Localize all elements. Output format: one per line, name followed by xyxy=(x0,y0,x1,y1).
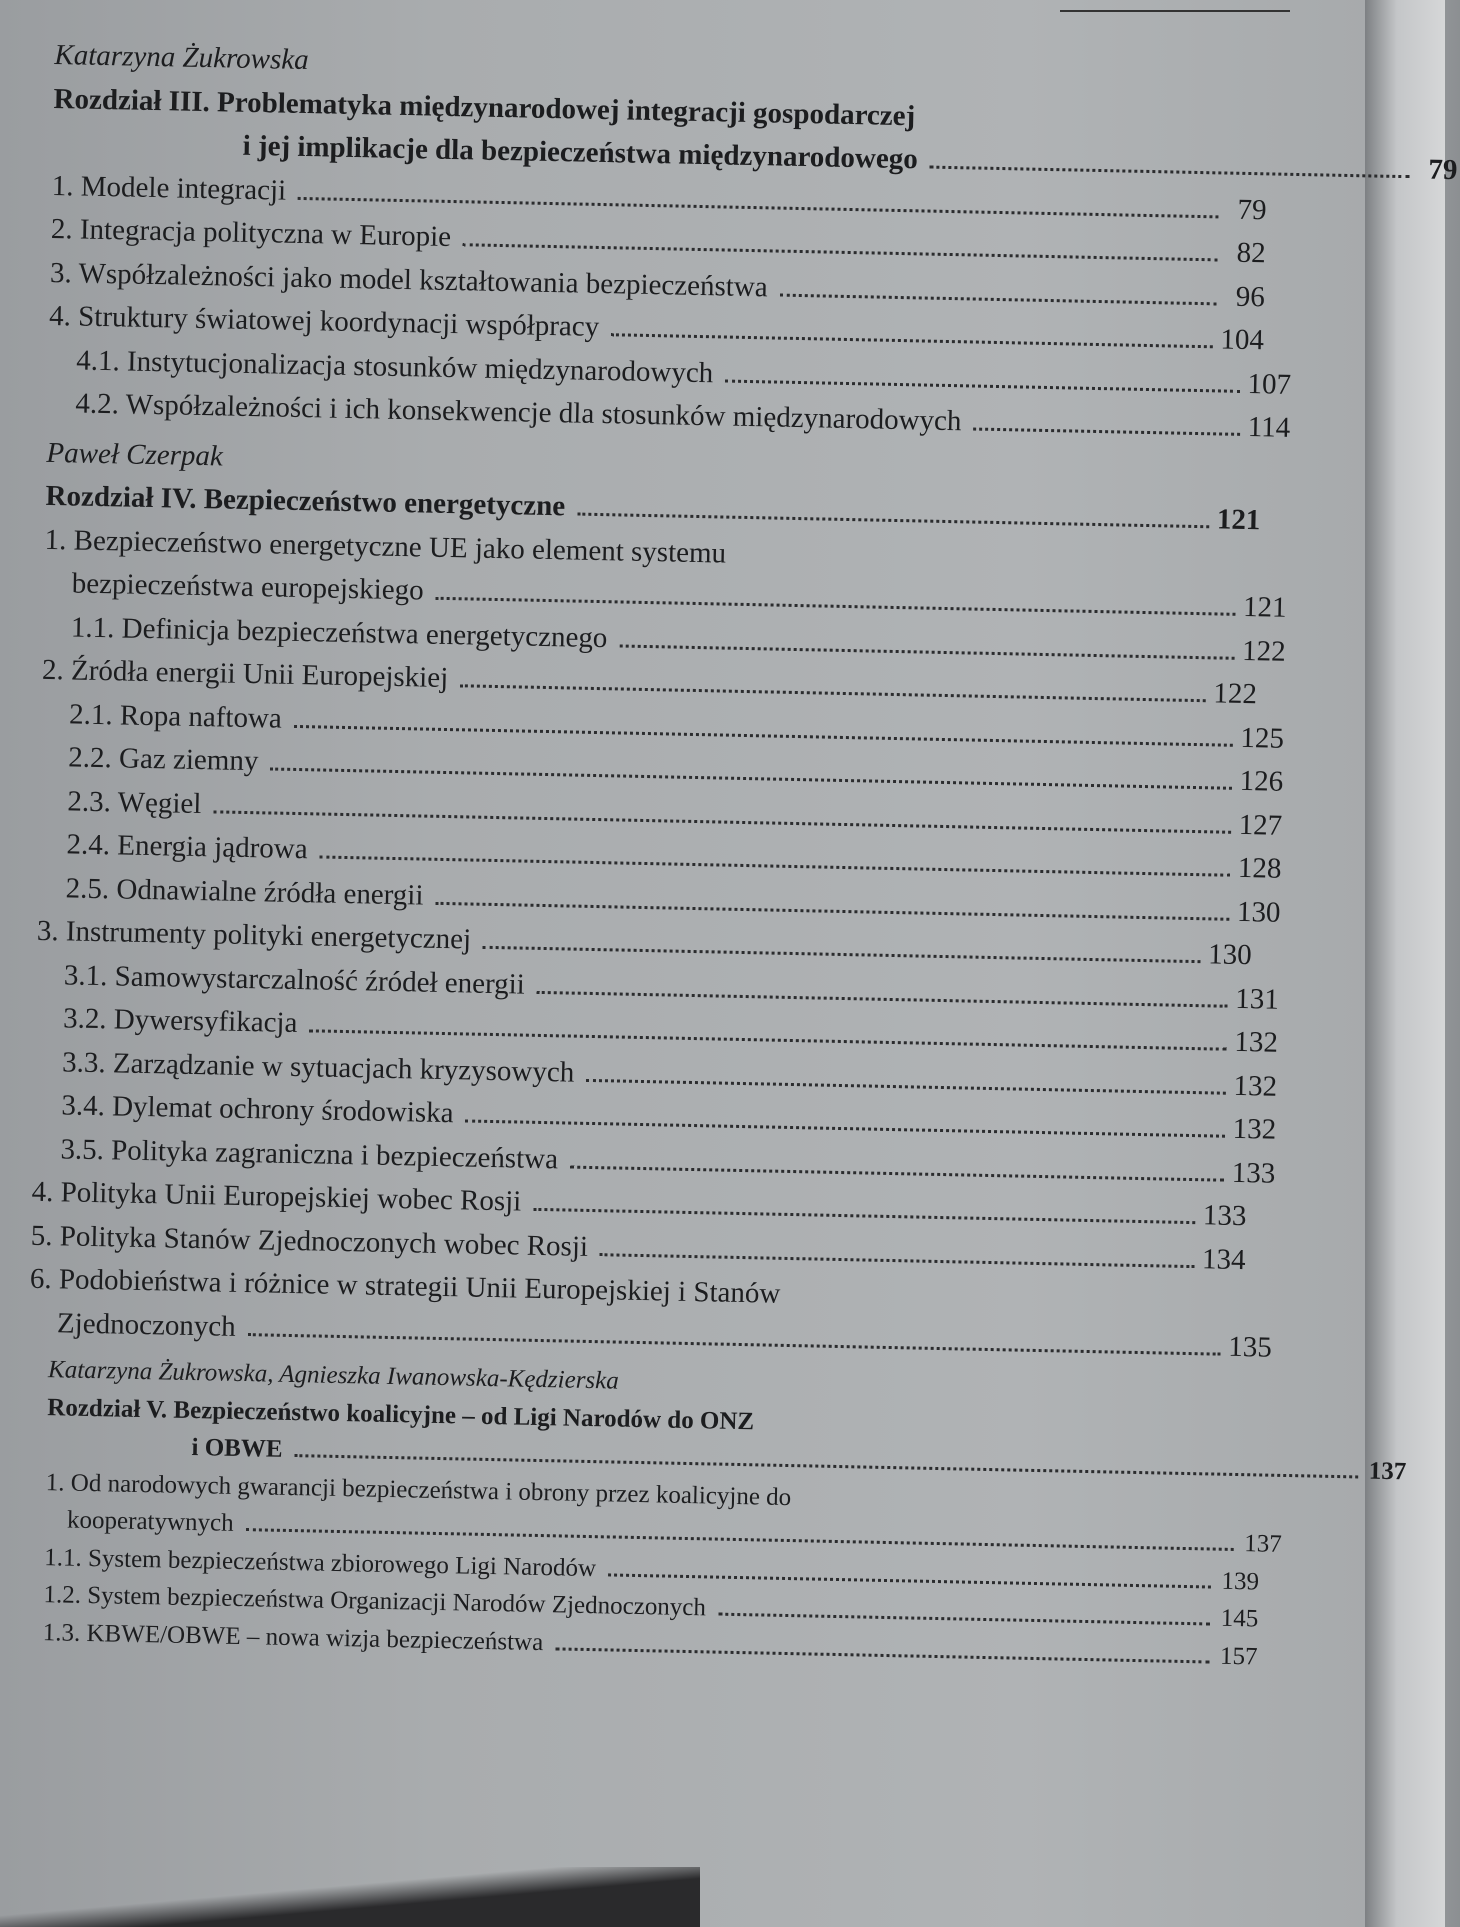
dot-leader xyxy=(465,1119,1224,1137)
entry-title: bezpieczeństwa europejskiego xyxy=(71,567,424,607)
page-number: 157 xyxy=(1219,1642,1258,1670)
entry-title: 1. Modele integracji xyxy=(51,169,287,207)
dot-leader xyxy=(725,379,1239,392)
dot-leader xyxy=(248,1333,1221,1356)
dot-leader xyxy=(463,243,1218,261)
dot-leader xyxy=(780,293,1217,305)
page-number: 133 xyxy=(1231,1156,1276,1190)
entry-title: kooperatywnych xyxy=(66,1506,234,1537)
entry-title: Rozdział III. Problematyka międzynarodowej integracji gospodarczej xyxy=(53,82,916,132)
entry-title: 2.5. Odnawialne źródła energii xyxy=(65,871,424,912)
page-number: 96 xyxy=(1235,280,1266,313)
dot-leader xyxy=(930,166,1410,179)
page-number: 114 xyxy=(1247,411,1291,444)
dot-leader xyxy=(533,1208,1195,1224)
entry-title: 3.3. Zarządzanie w sytuacjach kryzysowych xyxy=(61,1045,575,1089)
entry-title: 1.1. Definicja bezpieczeństwa energetycznego xyxy=(70,610,608,654)
entry-title: 4.2. Współzależności i ich konsekwencje dla stosunków międzynarodowych xyxy=(75,387,962,438)
dot-leader xyxy=(555,1647,1209,1663)
dot-leader xyxy=(600,1253,1194,1268)
dot-leader xyxy=(460,684,1205,702)
page-number: 131 xyxy=(1234,982,1280,1016)
dot-leader xyxy=(718,1613,1210,1626)
page-number: 130 xyxy=(1207,938,1252,972)
page-number: 132 xyxy=(1234,1025,1279,1059)
page-number: 82 xyxy=(1236,236,1267,270)
dot-leader xyxy=(611,333,1212,348)
dot-leader xyxy=(586,1078,1225,1094)
page-edge xyxy=(1365,0,1445,1927)
dot-leader xyxy=(319,855,1229,876)
dot-leader xyxy=(298,196,1219,217)
dot-leader xyxy=(435,597,1235,616)
page-number: 145 xyxy=(1220,1604,1259,1633)
dot-leader xyxy=(309,1029,1226,1050)
entry-title: 1. Od narodowych gwarancji bezpieczeństwa i obrony przez koalicyjne do xyxy=(45,1468,792,1511)
entry-title: 2.3. Węgiel xyxy=(67,784,202,820)
entry-title: Zjednoczonych xyxy=(56,1306,237,1343)
dot-leader xyxy=(483,946,1200,963)
dot-leader xyxy=(570,1165,1224,1181)
page-number: 107 xyxy=(1247,367,1292,401)
entry-title: 4. Struktury światowej koordynacji współpracy xyxy=(48,299,600,343)
entry-title: 3.4. Dylemat ochrony środowiska xyxy=(61,1089,454,1130)
dot-leader xyxy=(537,990,1228,1007)
page-number: 79 xyxy=(1237,193,1267,226)
entry-title: 4.1. Instytucjonalizacja stosunków międzynarodowych xyxy=(76,343,714,389)
page-number: 137 xyxy=(1244,1530,1283,1558)
entry-title: 3. Współzależności jako model kształtowania bezpieczeństwa xyxy=(49,256,769,303)
page-number: 122 xyxy=(1213,677,1258,711)
dot-leader xyxy=(435,901,1229,920)
shadow xyxy=(0,1867,700,1927)
entry-title: i jej implikacje dla bezpieczeństwa międzynarodowego xyxy=(242,129,919,176)
entry-title: Paweł Czerpak xyxy=(46,436,224,472)
entry-title: 5. Polityka Stanów Zjednoczonych wobec Rosji xyxy=(30,1219,589,1263)
entry-title: Rozdział IV. Bezpieczeństwo energetyczne xyxy=(45,479,566,523)
entry-title: Katarzyna Żukrowska, Agnieszka Iwanowska-Kędzierska xyxy=(47,1356,620,1395)
entry-title: 1.1. System bezpieczeństwa zbiorowego Ligi Narodów xyxy=(44,1543,597,1582)
dot-leader xyxy=(619,644,1234,659)
dot-leader xyxy=(973,428,1239,436)
toc-section xyxy=(29,431,1287,1368)
entry-title: Katarzyna Żukrowska xyxy=(54,38,310,77)
entry-title: 3.1. Samowystarczalność źródeł energii xyxy=(63,958,526,1001)
entry-title: 6. Podobieństwa i różnice w strategii Unii Europejskiej i Stanów xyxy=(29,1262,781,1310)
entry-title: 2. Integracja polityczna w Europie xyxy=(50,212,452,253)
entry-title: 2.4. Energia jądrowa xyxy=(66,828,308,866)
page-number: 104 xyxy=(1220,323,1265,357)
page-number: 127 xyxy=(1238,808,1283,842)
entry-title: 3. Instrumenty polityki energetycznej xyxy=(36,914,472,956)
entry-title: 1.2. System bezpieczeństwa Organizacji Narodów Zjednoczonych xyxy=(43,1581,707,1622)
page-number: 134 xyxy=(1201,1242,1246,1276)
table-of-contents xyxy=(22,28,1458,1681)
entry-title: 2. Źródła energii Unii Europejskiej xyxy=(41,653,449,695)
divider xyxy=(1060,10,1290,12)
page-number: 135 xyxy=(1227,1330,1273,1364)
page-number: 132 xyxy=(1233,1069,1278,1103)
page-number: 128 xyxy=(1237,851,1282,885)
entry-title: 1. Bezpieczeństwo energetyczne UE jako element systemu xyxy=(44,523,727,570)
toc-section xyxy=(22,1351,1407,1675)
page-number: 79 xyxy=(1428,153,1458,187)
page-number: 132 xyxy=(1232,1112,1277,1146)
dot-leader xyxy=(608,1573,1211,1588)
page-number: 125 xyxy=(1240,721,1285,755)
dot-leader xyxy=(577,513,1209,529)
entry-title: 3.2. Dywersyfikacja xyxy=(62,1002,298,1040)
toc-section xyxy=(47,34,1458,450)
entry-title: 1.3. KBWE/OBWE – nowa wizja bezpieczeństwa xyxy=(42,1618,544,1656)
entry-title: 4. Polityka Unii Europejskiej wobec Rosji xyxy=(31,1175,522,1218)
page-number: 122 xyxy=(1241,634,1287,668)
page-number: 139 xyxy=(1221,1567,1260,1595)
entry-title: 2.2. Gaz ziemny xyxy=(68,741,259,778)
entry-title: i OBWE xyxy=(191,1434,283,1463)
entry-title: 2.1. Ropa naftowa xyxy=(68,697,283,735)
entry-title: 3.5. Polityka zagraniczna i bezpieczeństwa xyxy=(60,1132,559,1175)
page-number: 133 xyxy=(1202,1199,1247,1233)
entry-title: Rozdział V. Bezpieczeństwo koalicyjne – od Ligi Narodów do ONZ xyxy=(47,1393,755,1435)
page-number: 126 xyxy=(1239,764,1284,798)
page-number: 121 xyxy=(1242,590,1287,624)
page-number: 130 xyxy=(1236,895,1281,929)
page-number: 137 xyxy=(1368,1457,1407,1486)
page-number: 121 xyxy=(1216,503,1261,537)
